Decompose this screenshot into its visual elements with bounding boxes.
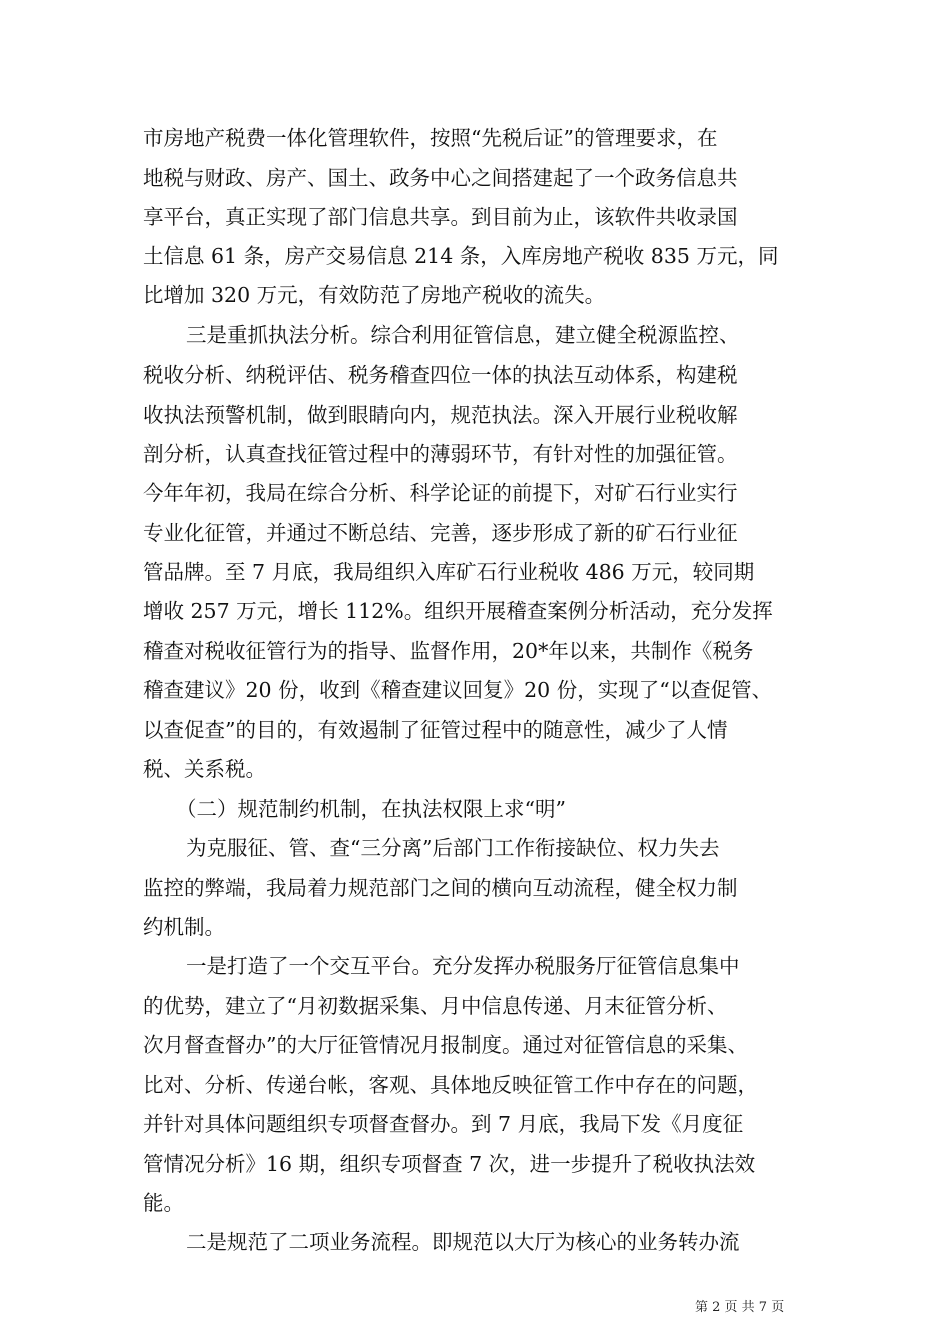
text-line: 为克服征、管、查“三分离”后部门工作衔接缺位、权力失去 [186, 836, 720, 860]
text-line: 专业化征管，并通过不断总结、完善，逐步形成了新的矿石行业征 [143, 521, 738, 545]
text-line: 一是打造了一个交互平台。充分发挥办税服务厅征管信息集中 [186, 954, 740, 978]
text-line: 约机制。 [143, 915, 225, 939]
text-line: 稽查对税收征管行为的指导、监督作用，20*年以来，共制作《税务 [143, 639, 754, 663]
page-number-footer: 第 2 页 共 7 页 [695, 1300, 785, 1315]
text-line: 三是重抓执法分析。综合利用征管信息，建立健全税源监控、 [186, 323, 740, 347]
text-line: 比对、分析、传递台帐，客观、具体地反映征管工作中存在的问题， [143, 1073, 758, 1097]
text-line: 监控的弊端，我局着力规范部门之间的横向互动流程，健全权力制 [143, 876, 738, 900]
text-line: （二）规范制约机制，在执法权限上求“明” [176, 797, 566, 821]
text-line: 税收分析、纳税评估、税务稽查四位一体的执法互动体系，构建税 [143, 363, 738, 387]
text-line: 次月督查督办”的大厅征管情况月报制度。通过对征管信息的采集、 [143, 1033, 748, 1057]
text-line: 二是规范了二项业务流程。即规范以大厅为核心的业务转办流 [186, 1230, 740, 1254]
text-line: 能。 [143, 1191, 184, 1215]
text-line: 比增加 320 万元，有效防范了房地产税收的流失。 [143, 283, 606, 307]
text-line: 地税与财政、房产、国土、政务中心之间搭建起了一个政务信息共 [143, 166, 738, 190]
text-line: 收执法预警机制，做到眼睛向内，规范执法。深入开展行业税收解 [143, 403, 738, 427]
text-line: 以查促查”的目的，有效遏制了征管过程中的随意性，减少了人情 [143, 718, 728, 742]
text-line: 土信息 61 条，房产交易信息 214 条，入库房地产税收 835 万元，同 [143, 244, 779, 268]
text-line: 的优势，建立了“月初数据采集、月中信息传递、月末征管分析、 [143, 994, 728, 1018]
text-line: 剖分析，认真查找征管过程中的薄弱环节，有针对性的加强征管。 [143, 442, 738, 466]
text-line: 增收 257 万元，增长 112%。组织开展稽查案例分析活动，充分发挥 [143, 599, 773, 623]
text-line: 享平台，真正实现了部门信息共享。到目前为止，该软件共收录国 [143, 205, 738, 229]
text-line: 管品牌。至 7 月底，我局组织入库矿石行业税收 486 万元，较同期 [143, 560, 755, 584]
text-line: 管情况分析》16 期，组织专项督查 7 次，进一步提升了税收执法效 [143, 1152, 756, 1176]
text-line: 今年年初，我局在综合分析、科学论证的前提下，对矿石行业实行 [143, 481, 738, 505]
text-line: 税、关系税。 [143, 757, 266, 781]
text-line: 并针对具体问题组织专项督查督办。到 7 月底，我局下发《月度征 [143, 1112, 744, 1136]
text-line: 稽查建议》20 份，收到《稽查建议回复》20 份，实现了“以查促管、 [143, 678, 773, 702]
text-line: 市房地产税费一体化管理软件，按照“先税后证”的管理要求，在 [143, 126, 718, 150]
